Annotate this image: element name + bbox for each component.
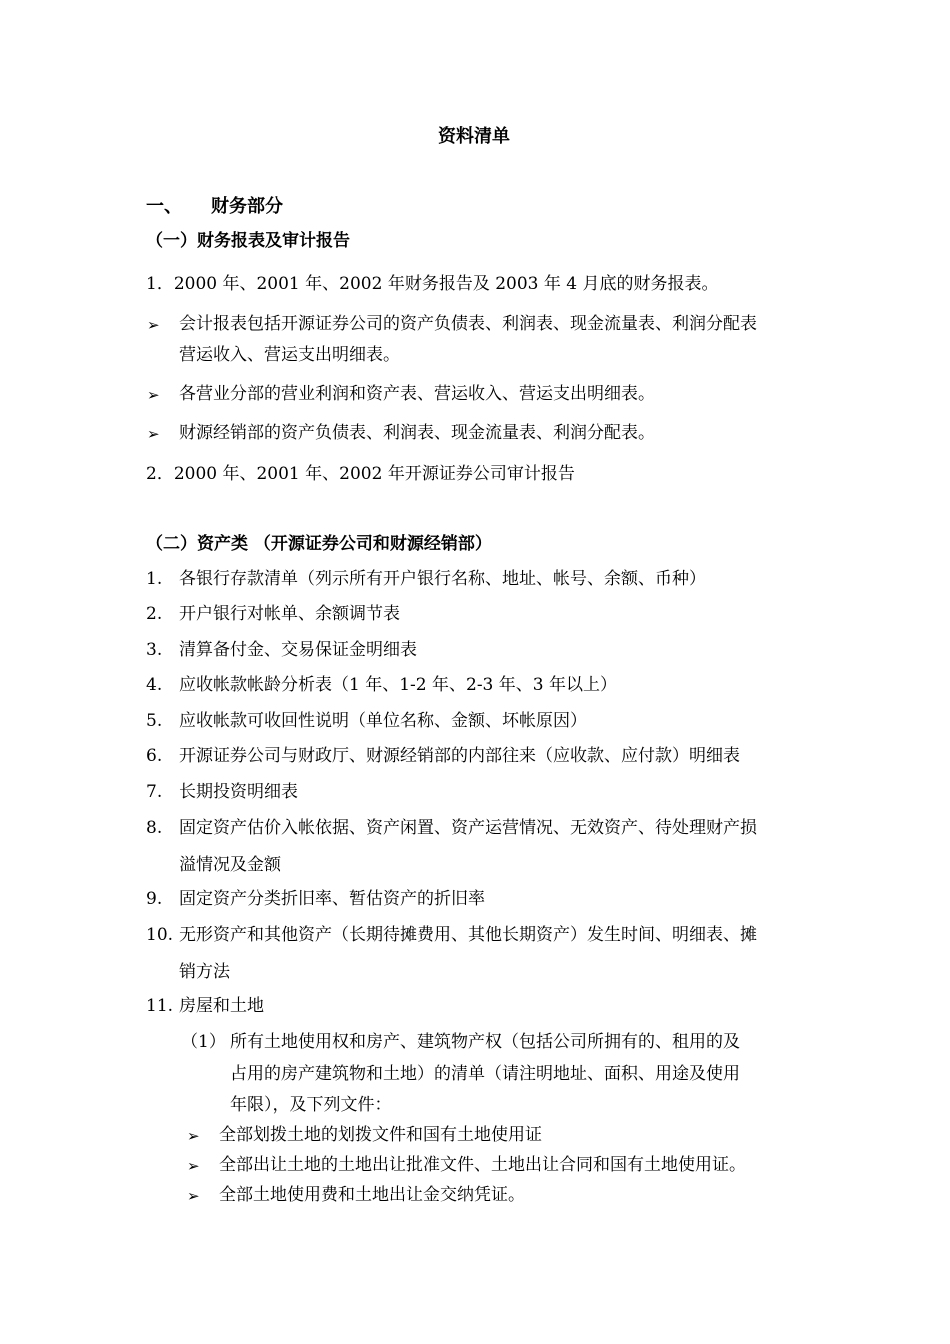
bullet-text: 会计报表包括开源证券公司的资产负债表、利润表、现金流量表、利润分配表 xyxy=(179,314,757,334)
section-number: 一、 xyxy=(146,196,182,217)
list-item: 清算备付金、交易保证金明细表 xyxy=(179,640,417,660)
list-item-continuation: 溢情况及金额 xyxy=(179,855,281,875)
arrow-bullet-icon: ➢ xyxy=(187,1157,200,1175)
list-item: 1．2000 年、2001 年、2002 年财务报告及 2003 年 4 月底的财务报表。 xyxy=(146,274,719,294)
arrow-bullet-icon: ➢ xyxy=(147,425,160,443)
list-number: 6. xyxy=(146,746,163,766)
list-number: 9. xyxy=(146,889,163,909)
list-item: 2．2000 年、2001 年、2002 年开源证券公司审计报告 xyxy=(146,464,575,484)
list-item: 应收帐款帐龄分析表（1 年、1-2 年、2-3 年、3 年以上） xyxy=(179,675,617,695)
list-item: 固定资产分类折旧率、暂估资产的折旧率 xyxy=(179,889,485,909)
subsection-title: （一）财务报表及审计报告 xyxy=(146,231,350,251)
list-item: 开户银行对帐单、余额调节表 xyxy=(179,604,400,624)
list-number: 11. xyxy=(146,996,174,1016)
bullet-text: 财源经销部的资产负债表、利润表、现金流量表、利润分配表。 xyxy=(179,423,655,443)
list-number: 1. xyxy=(146,569,163,589)
arrow-bullet-icon: ➢ xyxy=(147,386,160,404)
arrow-bullet-icon: ➢ xyxy=(187,1127,200,1145)
sub-bullet-text: 全部划拨土地的划拨文件和国有土地使用证 xyxy=(219,1125,542,1145)
arrow-bullet-icon: ➢ xyxy=(187,1187,200,1205)
list-item: 固定资产估价入帐依据、资产闲置、资产运营情况、无效资产、待处理财产损 xyxy=(179,818,757,838)
list-number: 5. xyxy=(146,711,163,731)
list-item: 长期投资明细表 xyxy=(179,782,298,802)
list-item: 开源证券公司与财政厅、财源经销部的内部往来（应收款、应付款）明细表 xyxy=(179,746,740,766)
bullet-text: 营运收入、营运支出明细表。 xyxy=(179,345,400,365)
list-number: 3. xyxy=(146,640,163,660)
list-item: 各银行存款清单（列示所有开户银行名称、地址、帐号、余额、币种） xyxy=(179,569,706,589)
list-item: 无形资产和其他资产（长期待摊费用、其他长期资产）发生时间、明细表、摊 xyxy=(179,925,757,945)
subsection-title: （二）资产类 （开源证券公司和财源经销部） xyxy=(146,534,492,554)
list-item: 房屋和土地 xyxy=(179,996,264,1016)
list-item: 应收帐款可收回性说明（单位名称、金额、坏帐原因） xyxy=(179,711,587,731)
list-number: 2. xyxy=(146,604,163,624)
list-number: 8. xyxy=(146,818,163,838)
list-item-continuation: 销方法 xyxy=(179,962,230,982)
list-number: 7. xyxy=(146,782,163,802)
section-title: 财务部分 xyxy=(211,196,283,217)
sub-item-number: （1） xyxy=(181,1032,226,1052)
page-title: 资料清单 xyxy=(438,126,510,147)
sub-item-text: 所有土地使用权和房产、建筑物产权（包括公司所拥有的、租用的及 xyxy=(230,1032,740,1052)
sub-bullet-text: 全部出让土地的土地出让批准文件、土地出让合同和国有土地使用证。 xyxy=(219,1155,746,1175)
bullet-text: 各营业分部的营业利润和资产表、营运收入、营运支出明细表。 xyxy=(179,384,655,404)
arrow-bullet-icon: ➢ xyxy=(147,316,160,334)
list-number: 4. xyxy=(146,675,163,695)
sub-item-text: 占用的房产建筑物和土地）的清单（请注明地址、面积、用途及使用 xyxy=(230,1064,740,1084)
sub-bullet-text: 全部土地使用费和土地出让金交纳凭证。 xyxy=(219,1185,525,1205)
sub-item-text: 年限），及下列文件： xyxy=(230,1095,392,1115)
list-number: 10. xyxy=(146,925,174,945)
